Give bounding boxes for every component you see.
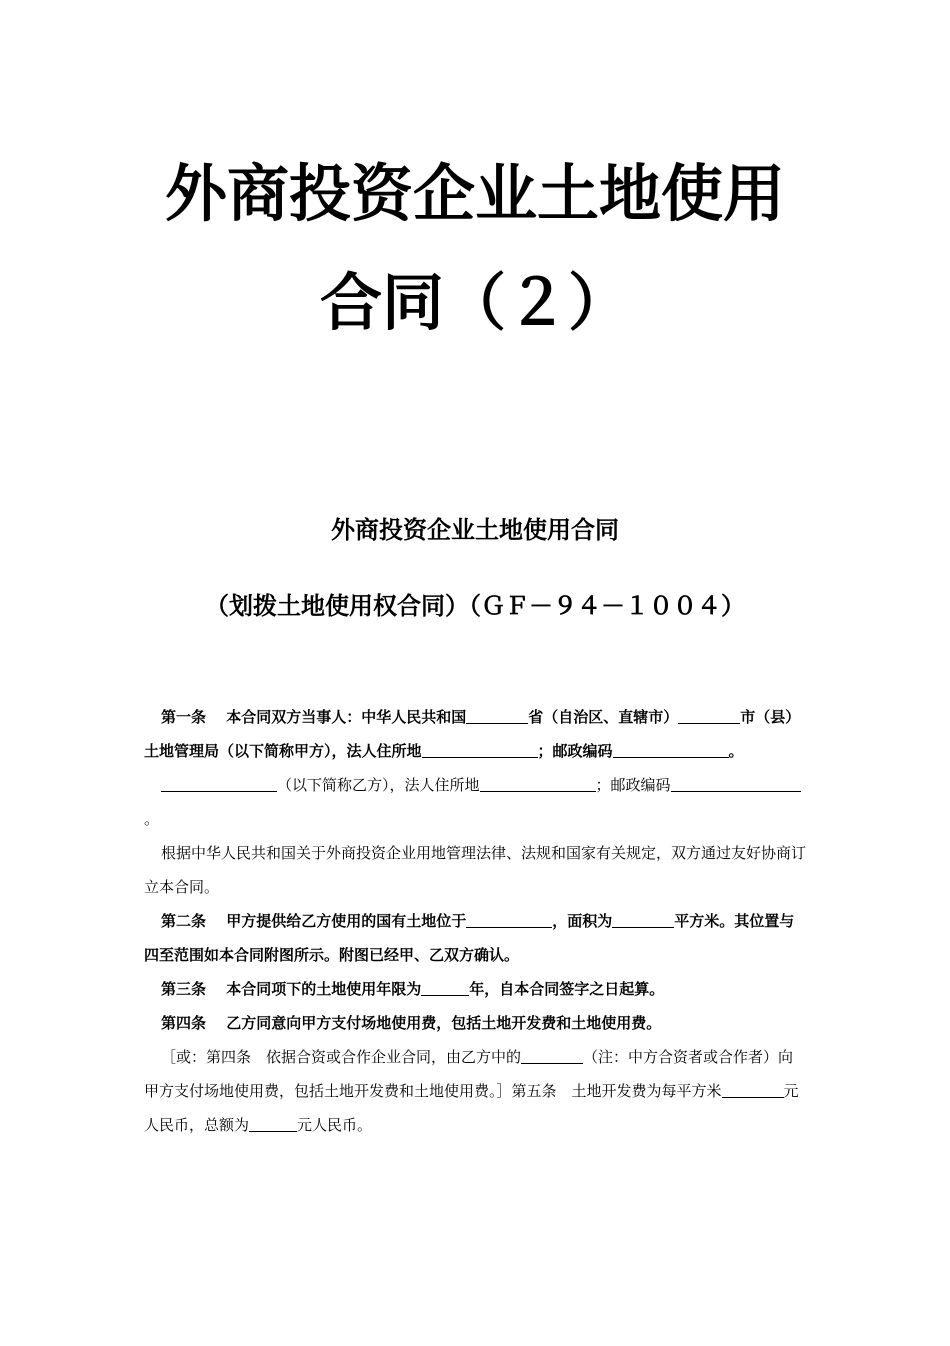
blank-field[interactable] [466,911,552,928]
paragraph-text: （以下简称乙方），法人住所地 [277,776,480,794]
article-text: ，面积为 [552,912,613,930]
alternative-article-paragraph [144,1040,808,1142]
article-3 [144,972,808,1006]
contract-body [144,700,808,1142]
paragraph-text: ；邮政编码 [595,776,671,794]
party-b-paragraph [144,768,808,836]
blank-field[interactable] [671,775,771,792]
blank-field[interactable] [480,775,596,792]
article-text: 乙方同意向甲方支付场地使用费，包括土地开发费和土地使用费。 [226,1014,662,1032]
blank-field[interactable] [612,911,674,928]
paragraph-text: 。 [144,810,160,828]
paragraph-text: 元人民币。 [297,1116,373,1134]
document-title-line-2: 合同（２） [319,266,630,339]
article-text: 年，自本合同签字之日起算。 [469,980,665,998]
article-text: 本合同双方当事人：中华人民共和国 [226,708,467,726]
article-text: 本合同项下的土地使用年限为 [226,980,422,998]
article-text: 平方米。其位置与四至范围如本合同附图所示。附图已经甲、乙双方确认。 [144,912,795,964]
article-label: 第三条 [161,980,207,998]
article-4 [144,1006,808,1040]
blank-field[interactable] [422,741,538,758]
subtitle-line-1: 外商投资企业土地使用合同 [331,515,619,544]
blank-field[interactable] [613,741,713,758]
blank-field[interactable] [722,1081,784,1098]
article-text: 省（自治区、直辖市） [528,708,679,726]
document-title-line-1: 外商投资企业土地使用 [164,157,785,230]
blank-field[interactable] [771,775,801,792]
article-2 [144,904,808,972]
article-text: 市（县）土地管理局（以下简称甲方），法人住所地 [144,708,801,760]
paragraph-text: 元人民币，总额为 [144,1082,799,1134]
blank-field[interactable] [678,707,740,724]
blank-field[interactable] [249,1115,297,1132]
article-text: 甲方提供给乙方使用的国有土地位于 [226,912,467,930]
blank-field[interactable] [521,1047,583,1064]
paragraph-text: （注：中方合资者或合作者）向甲方支付场地使用费，包括土地开发费和土地使用费。］第五条 土地开发费为每平方米 [144,1048,794,1100]
paragraph-text: ［或：第四条 依据合资或合作企业合同，由乙方中的 [161,1048,522,1066]
subtitle-line-2: （划拨土地使用权合同）（ＧＦ－９４－１００４） [205,591,745,620]
blank-field[interactable] [421,979,469,996]
article-text: 。 [728,742,744,760]
article-label: 第四条 [161,1014,207,1032]
article-label: 第二条 [161,912,207,930]
blank-field[interactable] [713,741,729,758]
article-1 [144,700,808,768]
basis-paragraph: 根据中华人民共和国关于外商投资企业用地管理法律、法规和国家有关规定，双方通过友好协商订立本合同。 [144,844,807,896]
blank-field[interactable] [161,775,277,792]
article-label: 第一条 [161,708,207,726]
article-text: ；邮政编码 [537,742,613,760]
blank-field[interactable] [466,707,528,724]
